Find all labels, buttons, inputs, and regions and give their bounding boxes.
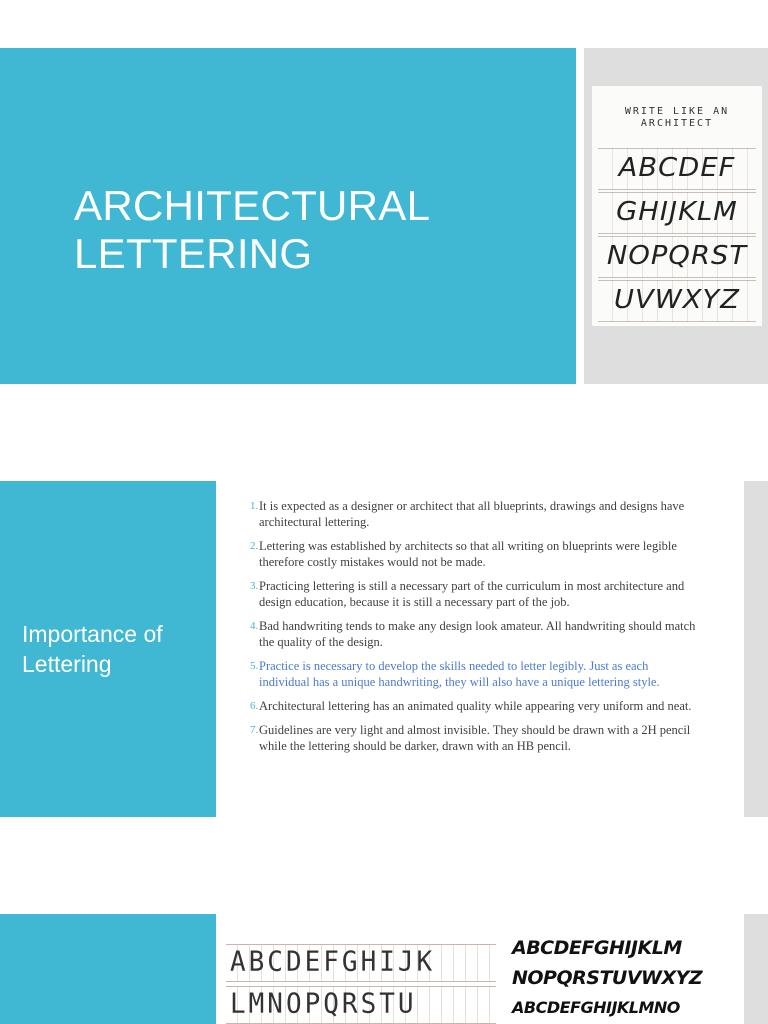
right-edge-panel: [744, 481, 768, 817]
alphabet-row-text: GHIJKLM: [616, 197, 738, 227]
side-title: Importance of Lettering: [22, 621, 163, 677]
list-item: [250, 618, 700, 650]
samples-right-edge-panel: [744, 914, 768, 1024]
guideline-row: [226, 944, 496, 982]
importance-slide: [0, 481, 768, 817]
guideline-row: [226, 986, 496, 1024]
list-item: [250, 698, 700, 714]
guideline-lettering-sample: [226, 936, 496, 1024]
card-heading-line-2: ARCHITECT: [640, 118, 714, 129]
alphabet-row: [598, 192, 756, 234]
alphabet-row-text: NOPQRST: [606, 241, 748, 271]
list-text: Bad handwriting tends to make any design look amateur. All handwriting should match the quality of the design.: [259, 619, 696, 649]
list-number: 2.: [250, 540, 259, 552]
list-item: [250, 722, 700, 754]
list-number: 4.: [250, 620, 259, 632]
list-number: 3.: [250, 580, 259, 592]
list-number: 5.: [250, 660, 259, 672]
list-number: 1.: [250, 500, 259, 512]
list-text: Guidelines are very light and almost invisible. They should be drawn with a 2H pencil while the lettering should be darker, drawn with an HB pencil.: [259, 723, 691, 753]
importance-list: [250, 498, 700, 762]
list-number: 6.: [250, 700, 259, 712]
script-row: ABCDEFGHIJKLMNO: [512, 998, 680, 1017]
slide-title-line-1: ARCHITECTURAL: [74, 182, 431, 229]
list-text: It is expected as a designer or architect that all blueprints, drawings and designs have architectural lettering.: [259, 499, 685, 529]
list-text: Practicing lettering is still a necessary part of the curriculum in most architecture and design education, because it is still a necessary part of the job.: [259, 579, 685, 609]
list-item: [250, 538, 700, 570]
list-number: 7.: [250, 724, 259, 736]
script-row: ABCDEFGHIJKLM: [512, 937, 682, 959]
guideline-row-text: LMNOPQRSTU: [230, 988, 417, 1020]
list-text: Lettering was established by architects so that all writing on blueprints were legible therefore costly mistakes would not be made.: [259, 539, 677, 569]
script-row: NOPQRSTUVWXYZ: [512, 967, 703, 989]
alphabet-row: [598, 280, 756, 322]
list-text: Practice is necessary to develop the skills needed to letter legibly. Just as each individual has a unique handwriting, they will also have a unique lettering style.: [259, 659, 660, 689]
list-item: [250, 578, 700, 610]
slide-title: [74, 182, 430, 278]
alphabet-row-text: ABCDEF: [618, 153, 736, 183]
samples-side-panel: [0, 914, 216, 1024]
alphabet-row-text: UVWXYZ: [613, 285, 741, 315]
lettering-sample-card: [592, 86, 762, 326]
list-item: [250, 498, 700, 530]
guideline-row-text: ABCDEFGHIJK: [230, 946, 436, 978]
list-text: Architectural lettering has an animated quality while appearing very uniform and neat.: [259, 699, 692, 713]
slide-title-line-2: LETTERING: [74, 230, 313, 277]
card-heading-line-1: WRITE LIKE AN: [624, 106, 730, 117]
card-heading: [592, 106, 762, 130]
list-item-highlighted: [250, 658, 700, 690]
alphabet-row: [598, 148, 756, 190]
alphabet-row: [598, 236, 756, 278]
